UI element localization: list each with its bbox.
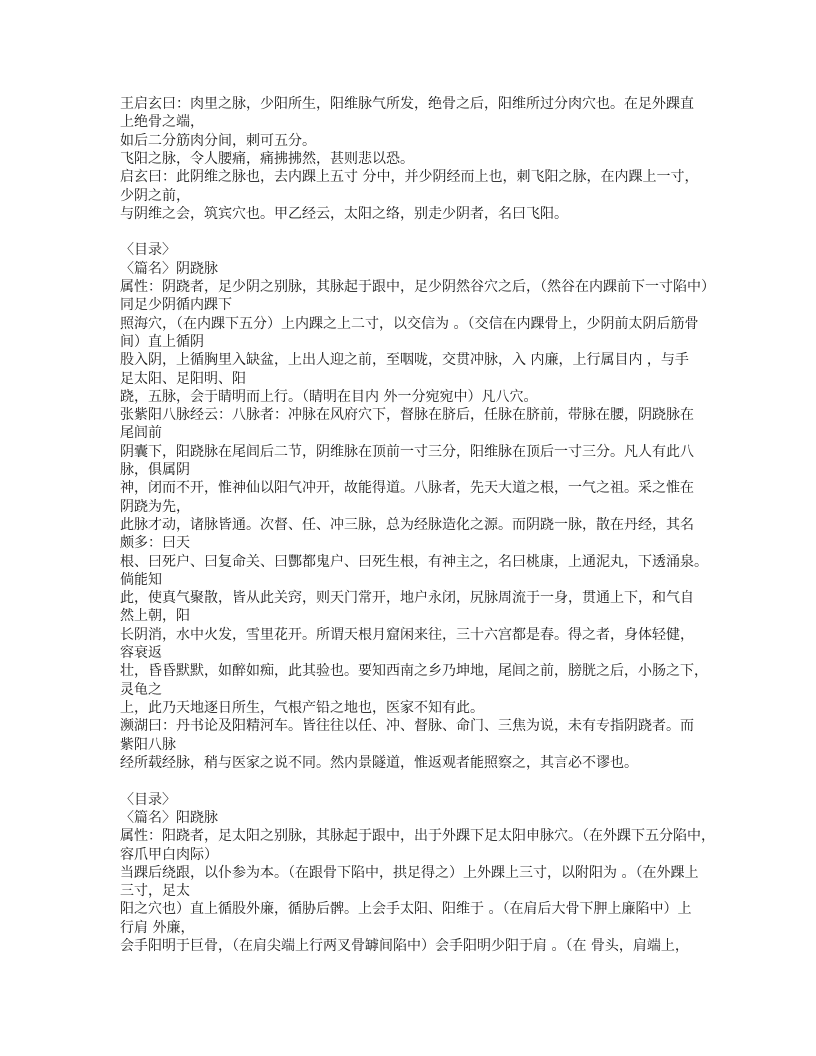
text-line: 容爪甲白肉际） [120, 847, 218, 863]
text-line: 神，闭而不开，惟神仙以阳气冲开，故能得道。八脉者，先天大道之根，一气之祖。采之惟在 [120, 480, 694, 496]
text-line: 尾闾前 [120, 425, 162, 441]
text-line: 灵龟之 [120, 682, 162, 698]
text-line: 上绝骨之端， [120, 114, 204, 130]
text-line: 王启玄曰：肉里之脉，少阳所生，阳维脉气所发，绝骨之后，阳维所过分肉穴也。在足外踝直 [120, 96, 694, 112]
text-line: 颇多：曰天 [120, 535, 190, 551]
text-line: 足太阳、足阳明、阳 [120, 371, 246, 387]
text-line: 长阴消，水中火发，雪里花开。所谓天根月窟闲来往，三十六宫都是春。得之者，身体轻健， [120, 627, 694, 643]
text-line: 阴囊下，阳跷脉在尾闾后二节，阴维脉在顶前一寸三分，阳维脉在顶后一寸三分。凡人有此八 [120, 444, 694, 460]
text-line: 张紫阳八脉经云：八脉者：冲脉在风府穴下，督脉在脐后，任脉在脐前，带脉在腰，阴跷脉在 [120, 407, 694, 423]
text-line: 经所载经脉，稍与医家之说不同。然内景隧道，惟返观者能照察之，其言必不谬也。 [120, 755, 638, 771]
text-line: 脉，俱属阴 [120, 462, 190, 478]
text-line: 然上朝，阳 [120, 608, 190, 624]
text-line: 属性：阳跷者，足太阳之别脉，其脉起于跟中，出于外踝下足太阳申脉穴。（在外踝下五分陷中， [120, 828, 715, 844]
text-line: 此脉才动，诸脉皆通。次督、任、冲三脉，总为经脉造化之源。而阴跷一脉，散在丹经，其名 [120, 517, 694, 533]
text-line: 此，使真气聚散，皆从此关窍，则天门常开，地户永闭，尻脉周流于一身，贯通上下，和气自 [120, 590, 694, 606]
text-line: 倘能知 [120, 572, 162, 588]
text-line: 照海穴，（在内踝下五分）上内踝之上二寸，以交信为 。（交信在内踝骨上，少阴前太阴后筋骨 [120, 316, 699, 332]
text-line: 行肩 外廉， [120, 920, 195, 936]
section-title-yangqiao: 〈篇名〉阳跷脉 [120, 810, 218, 826]
text-line: 阳之穴也）直上循股外廉，循胁后髀。上会手太阳、阳维于 。（在肩后大骨下胛上廉陷中）上 [120, 901, 692, 917]
text-line: 如后二分筋肉分间，刺可五分。 [120, 133, 316, 149]
text-line: 阴跷为先， [120, 499, 190, 515]
text-line: 启玄曰：此阴维之脉也，去内踝上五寸 分中，并少阴经而上也，刺飞阳之脉，在内踝上一寸， [120, 169, 699, 185]
text-line: 容衰返 [120, 645, 162, 661]
text-line: 间）直上循阴 [120, 334, 204, 350]
text-line: 飞阳之脉，令人腰痛，痛拂拂然，甚则悲以恐。 [120, 151, 414, 167]
text-line: 属性：阴跷者，足少阴之别脉，其脉起于跟中，足少阴然谷穴之后，（然谷在内踝前下一寸陷中） [120, 279, 715, 295]
text-line: 紫阳八脉 [120, 737, 176, 753]
text-line: 少阴之前， [120, 188, 190, 204]
text-line: 会手阳明于巨骨，（在肩尖端上行两叉骨罅间陷中）会手阳明少阳于肩 。（在 骨头，肩端上， [120, 938, 689, 954]
text-line: 根、曰死户、曰复命关、曰酆都鬼户、曰死生根，有神主之，名曰桃康，上通泥丸，下透涌泉。 [120, 554, 708, 570]
text-line: 与阴维之会，筑宾穴也。甲乙经云，太阳之络，别走少阴者，名曰飞阳。 [120, 206, 568, 222]
text-line: 上，此乃天地逐日所生，气根产铅之地也，医家不知有此。 [120, 700, 484, 716]
section-toc-marker: 〈目录〉 [120, 242, 176, 258]
text-line: 跷，五脉，会于睛明而上行。（睛明在目内 外一分宛宛中）凡八穴。 [120, 389, 538, 405]
section-toc-marker: 〈目录〉 [120, 792, 176, 808]
text-line: 壮，昏昏默默，如醉如痴，此其验也。要知西南之乡乃坤地，尾闾之前，膀胱之后，小肠之下， [120, 663, 708, 679]
text-line: 三寸，足太 [120, 883, 190, 899]
text-line: 同足少阴循内踝下 [120, 297, 232, 313]
text-line: 当踝后绕跟，以仆参为本。（在跟骨下陷中，拱足得之）上外踝上三寸，以附阳为 。（在外踝上 [120, 865, 699, 881]
text-line: 濒湖曰：丹书论及阳精河车。皆往往以任、冲、督脉、命门、三焦为说，未有专指阴跷者。而 [120, 718, 694, 734]
text-line: 股入阴，上循胸里入缺盆，上出人迎之前，至咽咙，交贯冲脉，入 内廉，上行属目内 ，与手 [120, 352, 689, 368]
section-title-yinqiao: 〈篇名〉阴跷脉 [120, 261, 218, 277]
